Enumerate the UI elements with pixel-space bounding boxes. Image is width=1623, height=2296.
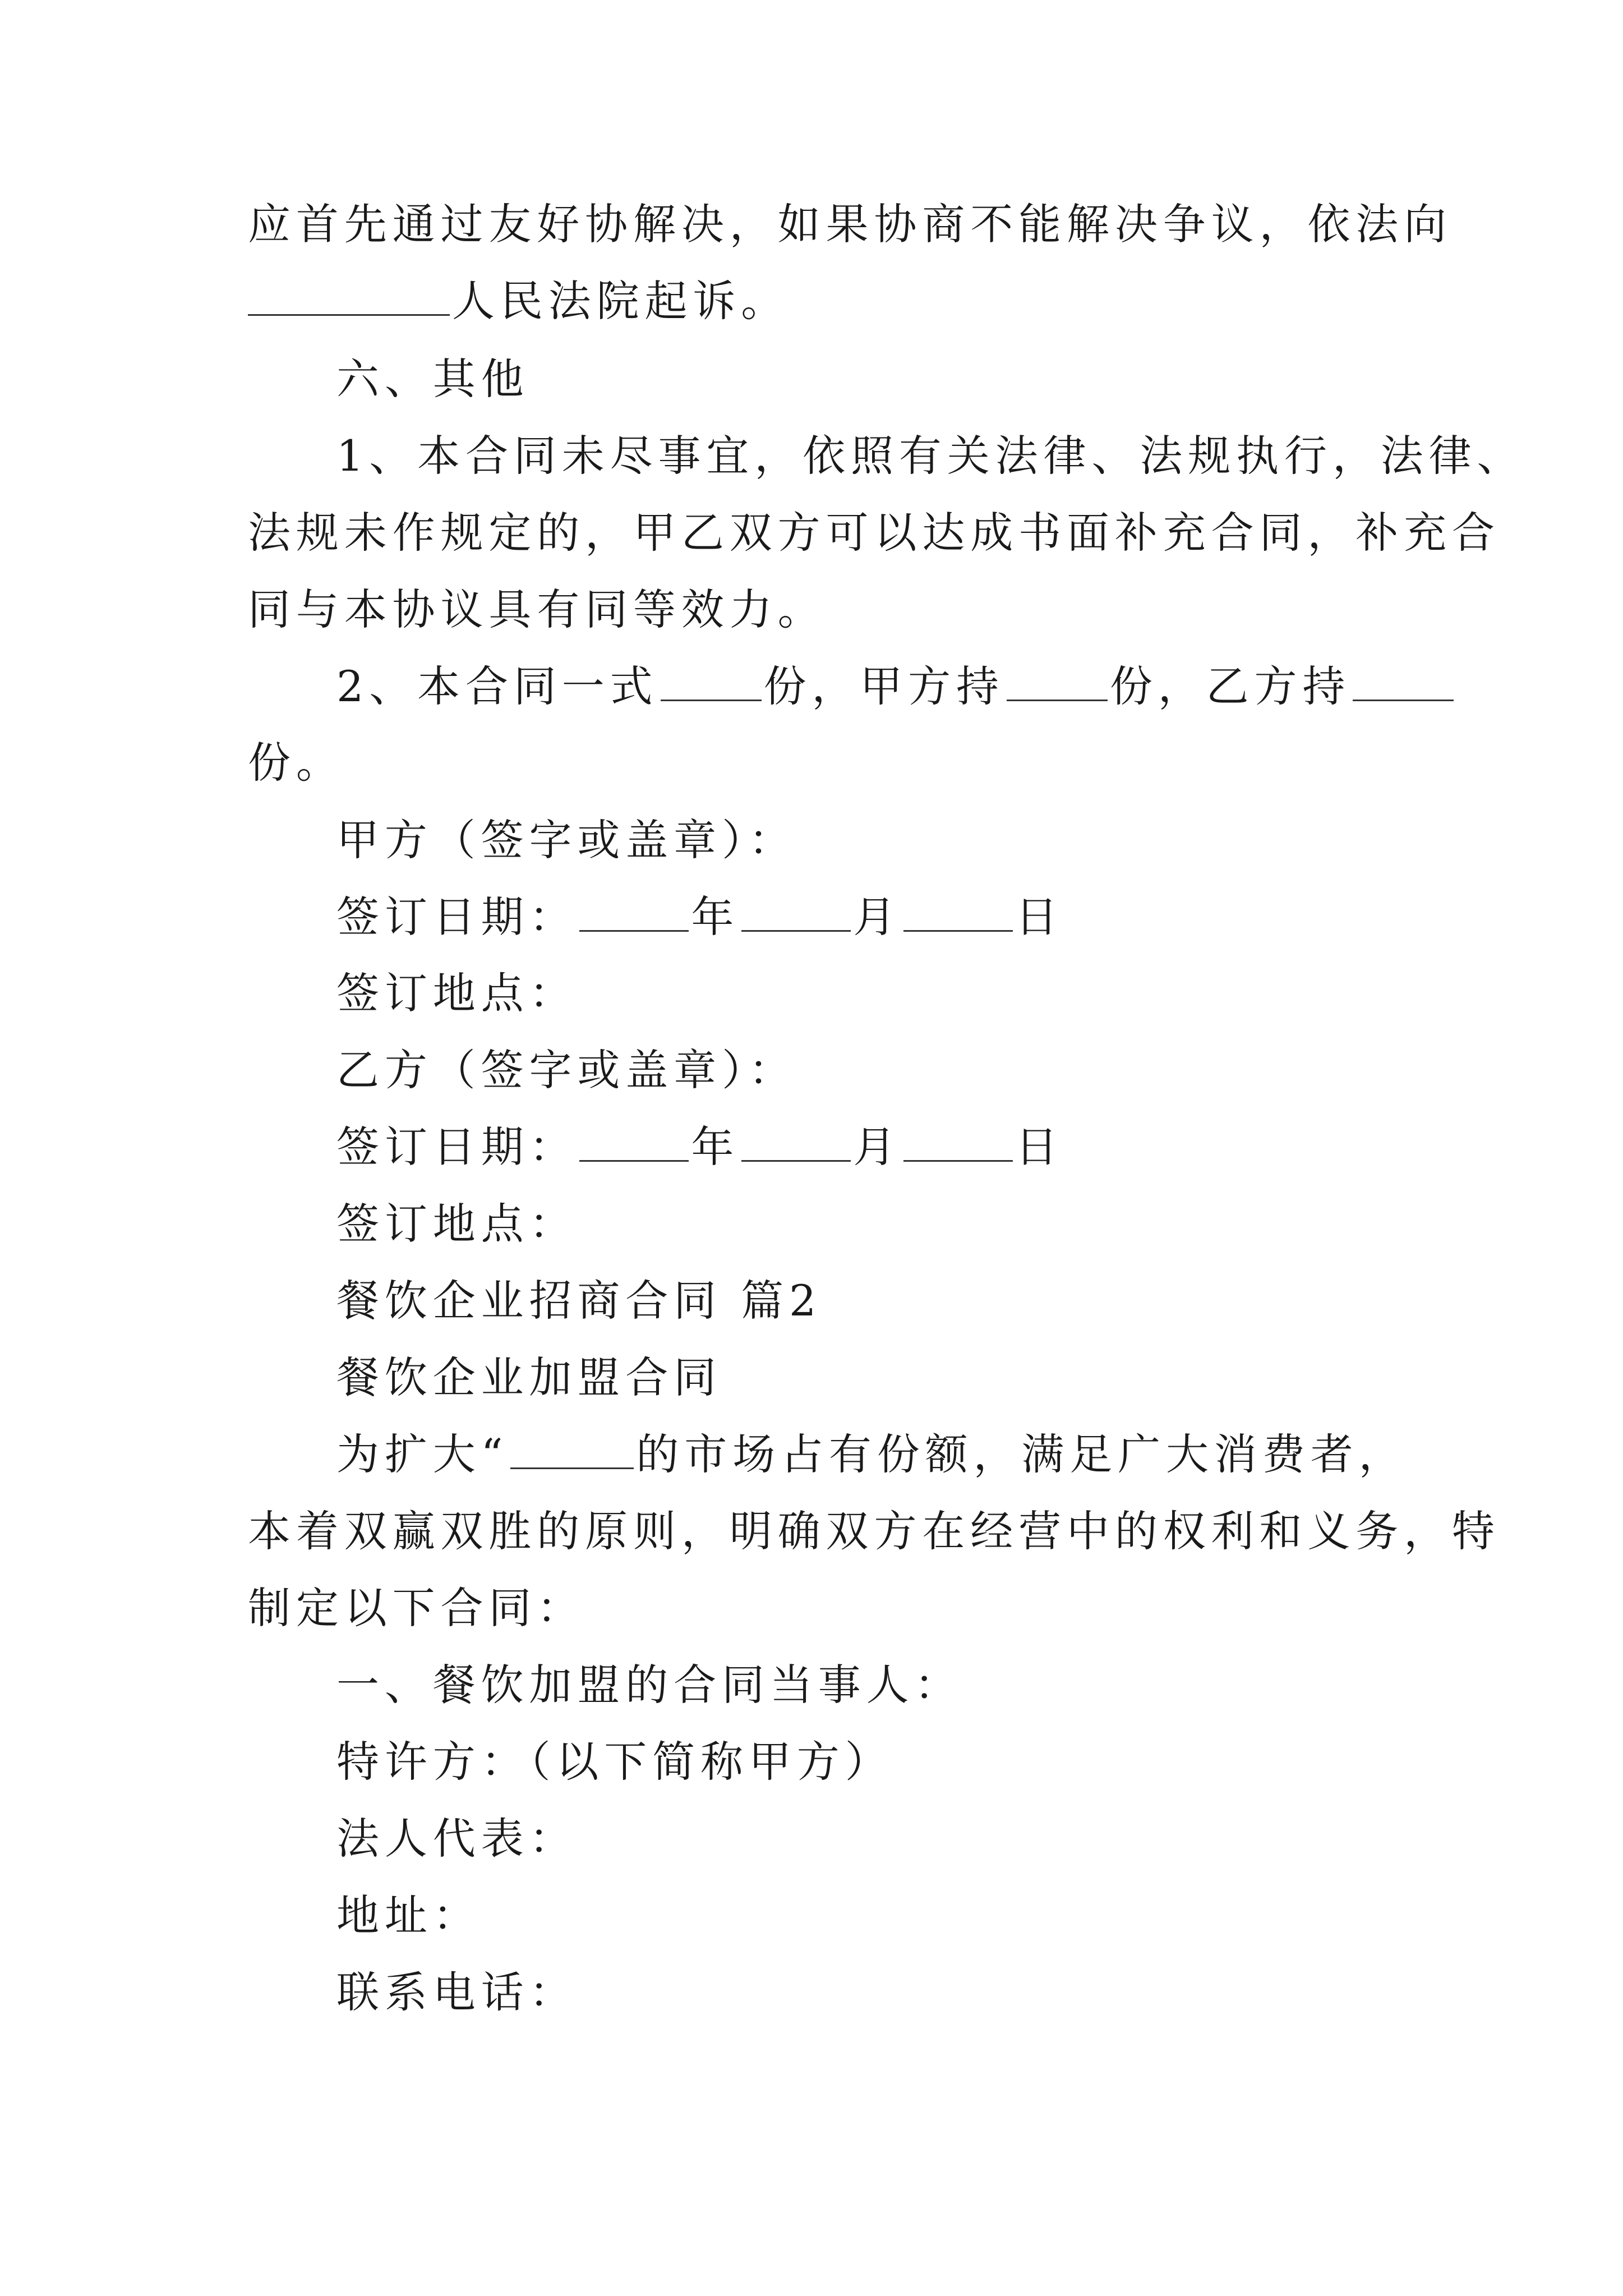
line-text: 为扩大“	[336, 1429, 509, 1479]
line-text: 制定以下合同：	[248, 1583, 585, 1633]
text-line	[336, 428, 1525, 484]
text-line	[248, 273, 789, 329]
line-text: 餐饮企业加盟合同	[336, 1352, 722, 1402]
fill-in-blank	[1353, 660, 1454, 701]
text-line	[248, 1580, 585, 1636]
text-line	[248, 1503, 1500, 1559]
line-text: 月	[853, 892, 902, 942]
fill-in-blank	[510, 1428, 634, 1469]
signing-place-b	[336, 1196, 577, 1252]
line-text: 份。	[248, 738, 344, 788]
text-line	[336, 1427, 1407, 1483]
line-text: 餐饮企业招商合同 篇2	[336, 1276, 822, 1326]
day-blank	[903, 1121, 1013, 1162]
line-text: 六、其他	[336, 354, 529, 404]
party-a-label	[336, 812, 797, 868]
line-text: 份，乙方持	[1109, 661, 1351, 711]
line-text: 一、餐饮加盟的合同当事人：	[336, 1660, 963, 1710]
text-line	[336, 1964, 577, 2021]
line-text: 法规未作规定的，甲乙双方可以达成书面补充合同，补充合	[248, 508, 1500, 558]
line-text: 本着双赢双胜的原则，明确双方在经营中的权利和义务，特	[248, 1506, 1500, 1556]
signing-place-a	[336, 965, 577, 1022]
line-text: 签订日期：	[336, 892, 578, 942]
text-line	[336, 1811, 577, 1867]
month-blank	[741, 891, 851, 932]
contract-title	[336, 1350, 722, 1406]
line-text: 法人代表：	[336, 1814, 578, 1864]
line-text: 年	[691, 892, 740, 942]
signing-date-b	[336, 1119, 1063, 1175]
line-text: 应首先通过友好协解决，如果协商不能解决争议，依法向	[248, 199, 1452, 249]
line-text: 签订地点：	[336, 1199, 578, 1249]
text-line	[336, 1734, 893, 1790]
line-text: 联系电话：	[336, 1967, 578, 2017]
line-text: 日	[1015, 892, 1064, 942]
signing-date-a	[336, 889, 1063, 945]
section-title	[336, 1273, 822, 1329]
text-line	[248, 582, 826, 638]
line-text: 2、本合同一式	[336, 661, 658, 711]
text-line	[248, 505, 1500, 561]
line-text: 地址：	[336, 1890, 481, 1940]
fill-in-blank	[248, 275, 450, 316]
day-blank	[903, 891, 1013, 932]
text-line	[336, 659, 1456, 715]
line-text: 乙方（签字或盖章）：	[336, 1045, 797, 1095]
fill-in-blank	[1007, 660, 1108, 701]
line-text: 月	[853, 1122, 902, 1172]
line-text: 签订地点：	[336, 968, 578, 1018]
line-text: 甲方（签字或盖章）：	[336, 815, 797, 865]
text-line	[248, 196, 1452, 252]
line-text: 1、本合同未尽事宜，依照有关法律、法规执行，法律、	[336, 431, 1525, 481]
line-text: 同与本协议具有同等效力。	[248, 585, 826, 634]
line-text: 特许方：（以下简称甲方）	[336, 1737, 893, 1787]
party-b-label	[336, 1042, 797, 1098]
year-blank	[579, 891, 689, 932]
year-blank	[579, 1121, 689, 1162]
month-blank	[741, 1121, 851, 1162]
line-text: 份，甲方持	[763, 661, 1004, 711]
line-text: 日	[1015, 1122, 1064, 1172]
line-text: 人民法院起诉。	[452, 276, 790, 326]
line-text: 年	[691, 1122, 740, 1172]
section-heading	[336, 351, 529, 407]
section-heading	[336, 1657, 962, 1713]
fill-in-blank	[661, 660, 762, 701]
line-text: 签订日期：	[336, 1122, 578, 1172]
text-line	[336, 1888, 481, 1944]
text-line	[248, 735, 344, 791]
line-text: 的市场占有份额，满足广大消费者，	[636, 1429, 1407, 1479]
